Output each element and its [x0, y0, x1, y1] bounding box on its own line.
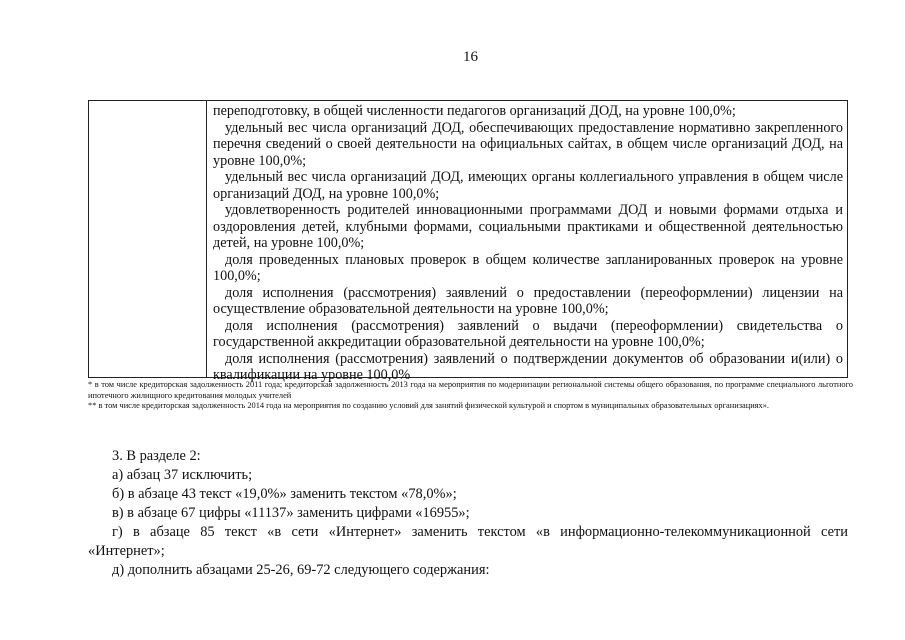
table-right-column	[213, 103, 843, 384]
indicator-line: удельный вес числа организаций ДОД, обеспечивающих предоставление нормативно закрепленного перечня сведений о своей деятельности на официальных сайтах, в общем числе организаций ДОД, на уровне 100,0%;	[213, 119, 843, 169]
indicator-line: переподготовку, в общей численности педагогов организаций ДОД, на уровне 100,0%;	[213, 103, 736, 119]
amendment-item: а) абзац 37 исключить;	[112, 467, 253, 483]
amendment-item: б) в абзаце 43 текст «19,0%» заменить текстом «78,0%»;	[112, 486, 457, 502]
table-left-column	[89, 101, 207, 377]
indicator-line: доля исполнения (рассмотрения) заявлений о предоставлении (переоформлении) лицензии на осуществление образовательной деятельности на уровне 100,0%;	[213, 284, 843, 317]
footnote-1: * в том числе кредиторская задолженность 2011 года; кредиторская задолженность 2013 года на мероприятия по модернизации региональной системы общего образования, по программе специального льготного ипотечного жилищного кредитования молодых учителей	[88, 380, 853, 400]
indicator-line: удовлетворенность родителей инновационными программами ДОД и новыми формами отдыха и оздоровления детей, клубными формами, социальными практиками и общественной деятельностью детей, на уровне 100,0%;	[213, 202, 843, 251]
indicator-line: доля проведенных плановых проверок в общем количестве запланированных проверок на уровне 100,0%;	[213, 251, 843, 284]
amendments-body	[88, 447, 848, 580]
amendment-item: в) в абзаце 67 цифры «11137» заменить цифрами «16955»;	[112, 505, 470, 521]
amendment-item: г) в абзаце 85 текст «в сети «Интернет» заменить текстом «в информационно-телекоммуникационной сети «Интернет»;	[88, 524, 848, 559]
footnote-2: ** в том числе кредиторская задолженность 2014 года на мероприятия по созданию условий для занятий физической культурой и спортом в муниципальных образовательных организациях».	[88, 401, 769, 410]
page-number: 16	[463, 49, 478, 65]
indicators-table	[88, 100, 848, 383]
section-heading: 3. В разделе 2:	[112, 448, 201, 464]
amendment-item: д) дополнить абзацами 25-26, 69-72 следующего содержания:	[112, 562, 490, 578]
footnotes	[88, 380, 853, 412]
indicator-line: доля исполнения (рассмотрения) заявлений о подтверждении документов об образовании и(или) о квалификации на уровне 100,0%	[213, 350, 843, 383]
indicator-line: удельный вес числа организаций ДОД, имеющих органы коллегиального управления в общем числе организаций ДОД, на уровне 100,0%;	[213, 169, 843, 202]
indicator-line: доля исполнения (рассмотрения) заявлений о выдачи (переоформлении) свидетельства о государственной аккредитации образовательной деятельности на уровне 100,0%;	[213, 317, 843, 350]
